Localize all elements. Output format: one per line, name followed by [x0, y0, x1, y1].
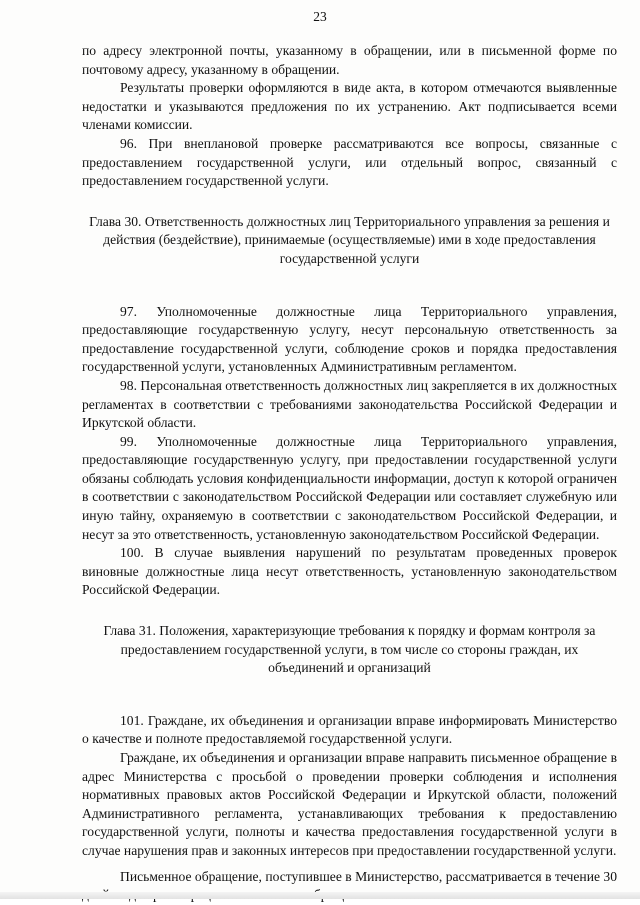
spacer — [82, 701, 617, 712]
page-content — [82, 42, 617, 905]
page-number: 23 — [313, 9, 327, 24]
paragraph: Письменное обращение, поступившее в Министерство, рассматривается в течение 30 — [120, 868, 617, 884]
chapter-30-title: Глава 30. Ответственность должностных лиц Территориального управления за решения и действия (бездействие), принимаемые (осуществляемые) ими в ходе предоставления государственной услуги — [89, 213, 610, 266]
paragraph: Результаты проверки оформляются в виде акта, в котором отмечаются выявленные недостатки и указываются предложения по их устранению. Акт подписывается всеми членами комиссии. — [82, 80, 617, 133]
paragraph: 96. При внеплановой проверке рассматриваются все вопросы, связанные с предоставлением государственной услуги, или отдельный вопрос, связанный с предоставлением государственной услуги. — [82, 135, 617, 189]
paragraph-101: 101. Граждане, их объединения и организации вправе информировать Министерство о качестве и полноте предоставляемой государственной услуги. — [82, 712, 617, 747]
paragraph-99: 99. Уполномоченные должностные лица Территориального управления, предоставляющие государственную услугу, при предоставлении государственной услуги обязаны соблюдать условия конфиденциальности информации, доступ к которой ограничен в соответствии с законодательством Российской Федерации или составляет служебную или иную тайну, охраняемую в соответствии с законодательством Российской Федерации, и несут за это ответственность, установленную законодательством Российской Федерации. — [82, 433, 617, 542]
paragraph-100: 100. В случае выявления нарушений по результатам проведенных проверок виновные должностные лица несут ответственность, установленную законодательством Российской Федерации. — [82, 545, 617, 598]
chapter-31-title: Глава 31. Положения, характеризующие требования к порядку и формам контроля за предоставлением государственной услуги, в том числе со стороны граждан, их объединений и организаций — [103, 623, 596, 676]
paragraph: Граждане, их объединения и организации вправе направить письменное обращение в адрес Министерства с просьбой о проведении проверки соблюдения и исполнения нормативных правовых актов Российской Федерации и Иркутской области, положений Административного регламента, устанавливающих требования к предоставлению государственной услуги, полноты и качества предоставления государственной услуги в случае нарушения прав и законных интересов при предоставлении государственной услуги. — [82, 750, 617, 858]
paragraph: по адресу электронной почты, указанному в обращении, или в письменной форме по почтовому адресу, указанному в обращении. — [82, 43, 617, 77]
paragraph-97: 97. Уполномоченные должностные лица Территориального управления, предоставляющие государственную услугу, несут персональную ответственность за предоставление государственной услуги, соблюдение сроков и порядка предоставления государственной услуги, установленных Административным регламентом. — [82, 303, 617, 375]
paragraph-98: 98. Персональная ответственность должностных лиц закрепляется в их должностных регламентах в соответствии с требованиями законодательства Российской Федерации и Иркутской области. — [82, 377, 617, 431]
spacer — [82, 292, 617, 303]
scan-edge — [0, 892, 640, 899]
